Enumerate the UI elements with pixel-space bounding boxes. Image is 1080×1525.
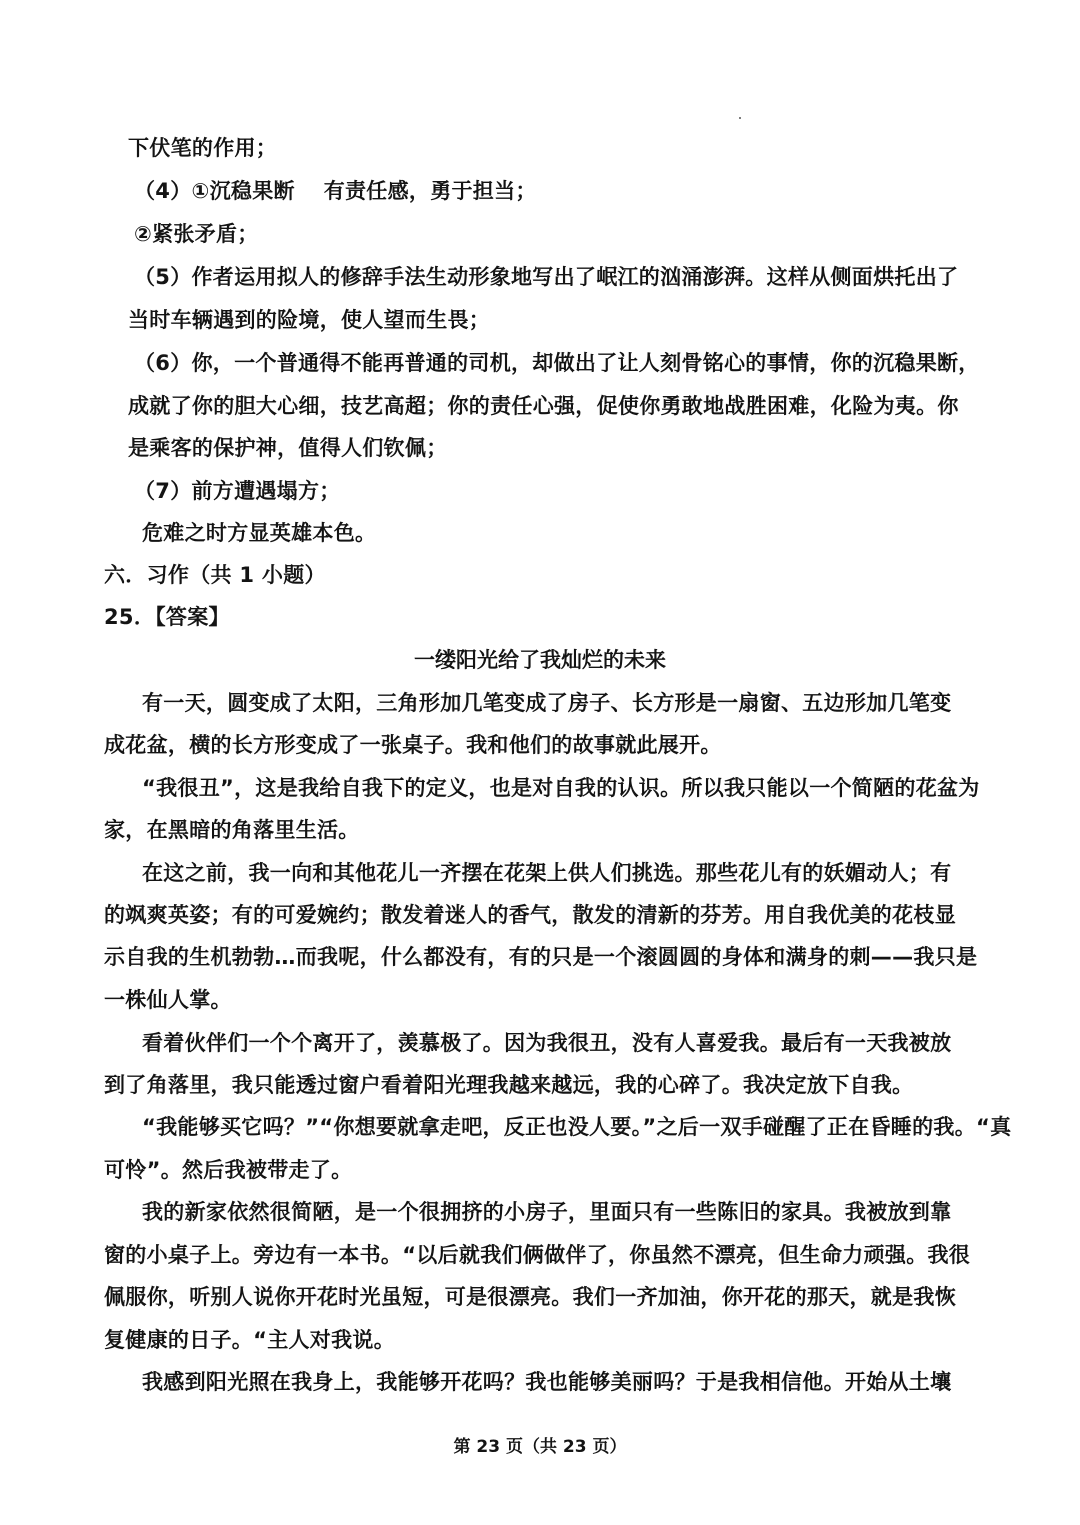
answer-q6-line: （6）你，一个普通得不能再普通的司机，却做出了让人刻骨铭心的事情，你的沉稳果断， [134,351,980,375]
essay-paragraph-line: 佩服你，听别人说你开花时光虽短，可是很漂亮。我们一齐加油，你开花的那天，就是我恢 [104,1285,956,1309]
essay-paragraph-line: 家，在黑暗的角落里生活。 [104,818,360,842]
essay-paragraph-line: 复健康的日子。“主人对我说。 [104,1328,396,1352]
answer-q4-line: ②紧张矛盾； [134,222,259,246]
essay-paragraph-line: 示自我的生机勃勃…而我呢，什么都没有，有的只是一个滚圆圆的身体和满身的刺——我只是 [104,945,978,969]
answer-q5-line: （5）作者运用拟人的修辞手法生动形象地写出了岷江的汹涌澎湃。这样从侧面烘托出了 [134,265,959,289]
essay-paragraph-line: 一株仙人掌。 [104,988,232,1012]
answer-q7-line: 危难之时方显英雄本色。 [142,521,377,545]
answer-q4-line: （4）①沉稳果断 有责任感，勇于担当； [134,179,537,203]
essay-paragraph-line: 窗的小桌子上。旁边有一本书。“以后就我们俩做伴了，你虽然不漂亮，但生命力顽强。我很 [104,1243,971,1267]
essay-paragraph-line: 看着伙伴们一个个离开了，羡慕极了。因为我很丑，没有人喜爱我。最后有一天我被放 [142,1031,952,1055]
answer-q7-line: （7）前方遭遇塌方； [134,479,341,503]
essay-paragraph-line: “我能够买它吗？”“你想要就拿走吧，反正也没人要。”之后一双手碰醒了正在昏睡的我。“真 [142,1115,1012,1139]
essay-paragraph-line: 有一天，圆变成了太阳，三角形加几笔变成了房子、长方形是一扇窗、五边形加几笔变 [142,691,952,715]
essay-paragraph-line: 可怜”。然后我被带走了。 [104,1158,353,1182]
essay-title: 一缕阳光给了我灿烂的未来 [414,648,666,672]
essay-paragraph-line: 在这之前，我一向和其他花儿一齐摆在花架上供人们挑选。那些花儿有的妖媚动人；有 [142,861,952,885]
essay-paragraph-line: “我很丑”，这是我给自我下的定义，也是对自我的认识。所以我只能以一个简陋的花盆为 [142,776,980,800]
essay-paragraph-line: 我的新家依然很简陋，是一个很拥挤的小房子，里面只有一些陈旧的家具。我被放到靠 [142,1200,952,1224]
page-number-footer: 第 23 页（共 23 页） [453,1437,627,1457]
scan-speck [739,117,741,119]
answer-q6-line: 是乘客的保护神，值得人们钦佩； [128,436,448,460]
section-heading: 六．习作（共 1 小题） [104,563,326,587]
answer-q5-line: 当时车辆遇到的险境，使人望而生畏； [128,308,491,332]
answer-label: 25．【答案】 [104,605,230,629]
essay-paragraph-line: 成花盆，横的长方形变成了一张桌子。我和他们的故事就此展开。 [104,733,722,757]
essay-paragraph-line: 的飒爽英姿；有的可爱婉约；散发着迷人的香气，散发的清新的芬芳。用自我优美的花枝显 [104,903,956,927]
answer-line: 下伏笔的作用； [128,136,278,160]
essay-paragraph-line: 我感到阳光照在我身上，我能够开花吗？我也能够美丽吗？于是我相信他。开始从土壤 [142,1370,952,1394]
answer-q6-line: 成就了你的胆大心细，技艺高超；你的责任心强，促使你勇敢地战胜困难，化险为夷。你 [128,394,959,418]
essay-paragraph-line: 到了角落里，我只能透过窗户看着阳光理我越来越远，我的心碎了。我决定放下自我。 [104,1073,914,1097]
